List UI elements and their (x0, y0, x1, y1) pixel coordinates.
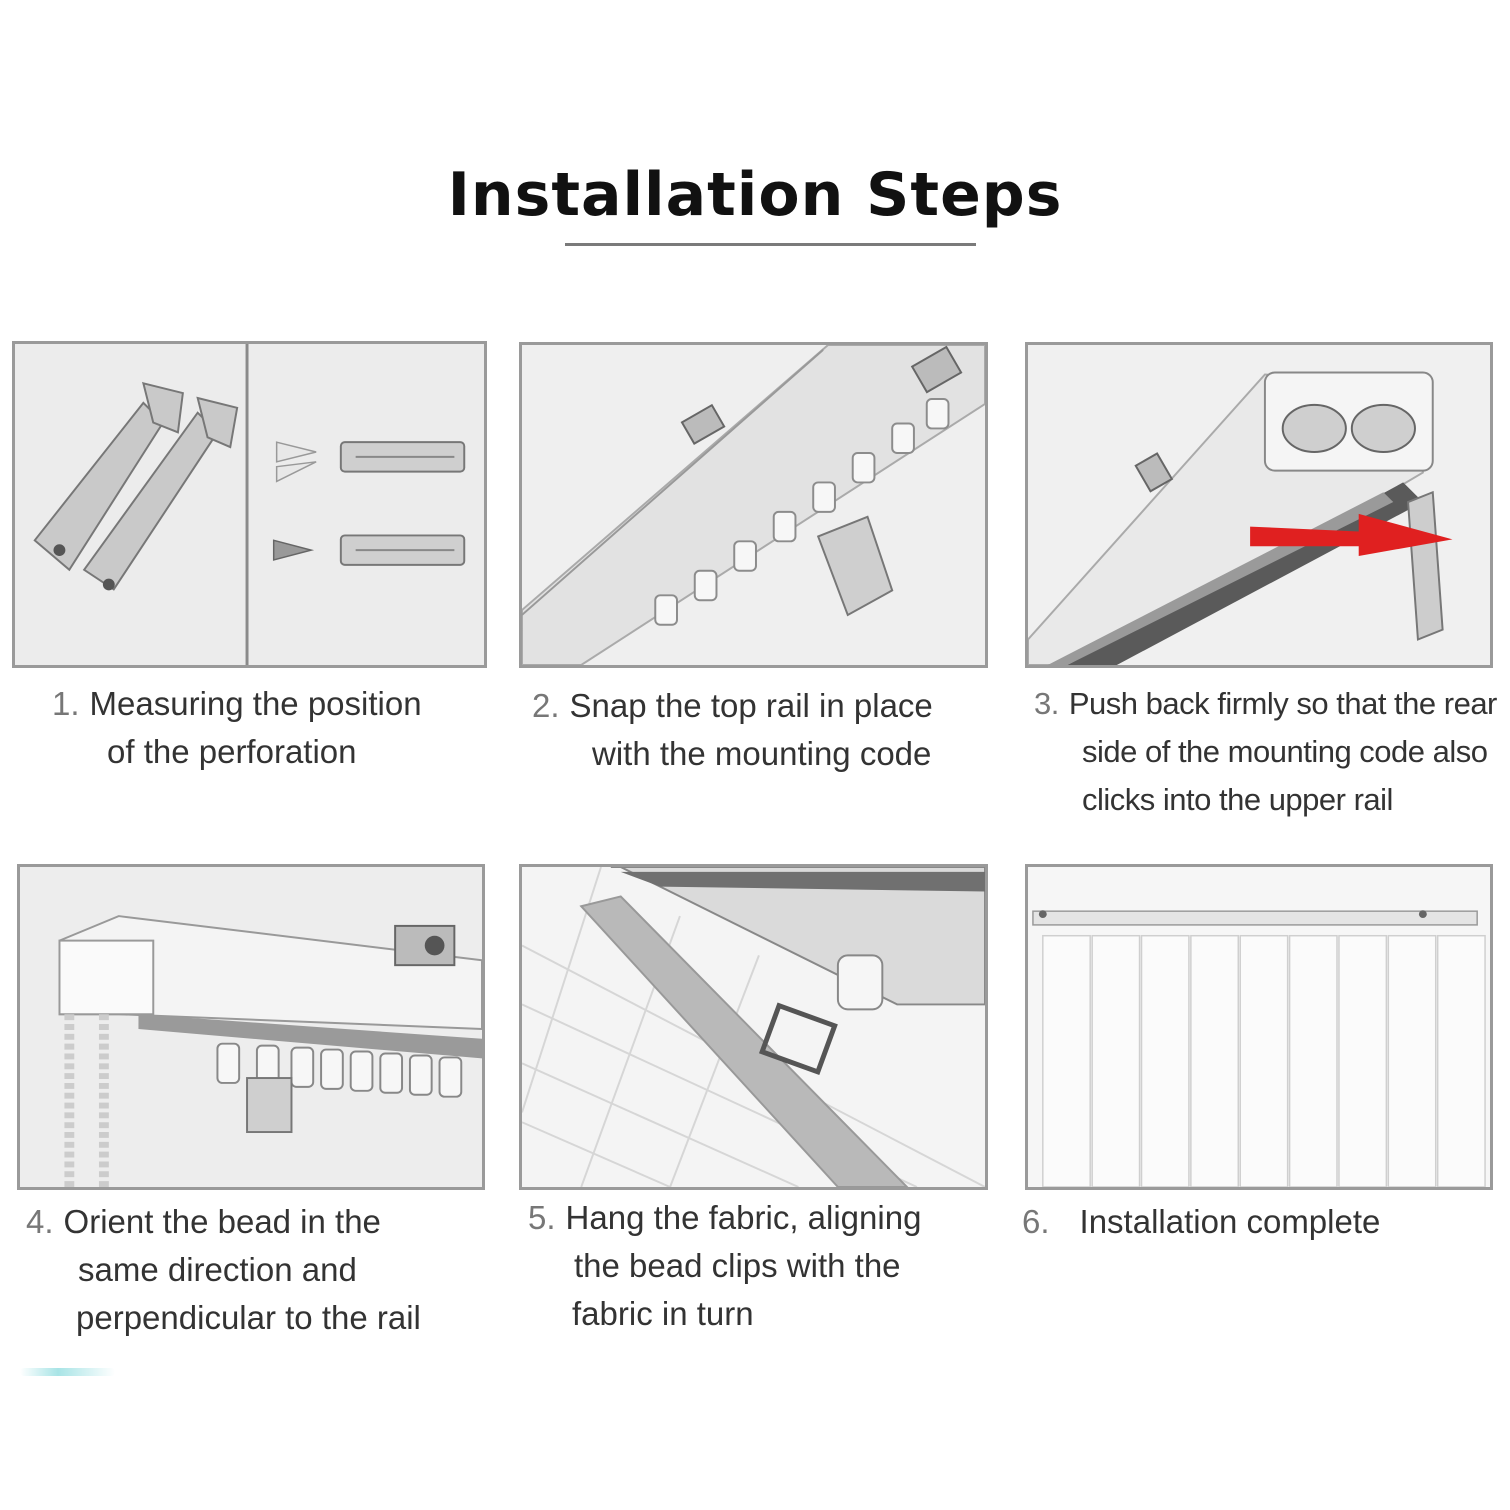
step-4-illustration (20, 867, 482, 1187)
step-5-illustration (522, 867, 985, 1187)
decorative-accent (20, 1368, 115, 1376)
step-1-photo (12, 341, 487, 668)
step-number: 2. (532, 687, 560, 724)
step-6-caption: 6. Installation complete (1022, 1203, 1381, 1240)
step-2-illustration (522, 345, 985, 665)
step-6-photo (1025, 864, 1493, 1190)
step-4-photo (17, 864, 485, 1190)
step-number: 1. (52, 685, 80, 722)
step-number: 4. (26, 1203, 54, 1240)
step-1-illustration (15, 344, 484, 665)
step-2-photo (519, 342, 988, 668)
step-3-illustration (1028, 345, 1490, 665)
step-2-caption: 2. Snap the top rail in place with the mounting code (532, 687, 933, 772)
step-6-illustration (1028, 867, 1490, 1187)
step-number: 3. (1034, 686, 1059, 721)
step-1-caption: 1. Measuring the position of the perforation (52, 685, 422, 770)
step-5-photo (519, 864, 988, 1190)
step-4-caption: 4. Orient the bead in the same direction and perpendicular to the rail (26, 1203, 421, 1336)
step-3-caption: 3. Push back firmly so that the rear side of the mounting code also clicks into the upper rail (1034, 686, 1497, 817)
step-number: 5. (528, 1199, 556, 1236)
step-5-caption: 5. Hang the fabric, aligning the bead clips with the fabric in turn (528, 1199, 922, 1332)
page-title: Installation Steps (447, 160, 1063, 230)
step-number: 6. (1022, 1203, 1050, 1240)
step-3-photo (1025, 342, 1493, 668)
title-underline (565, 243, 976, 246)
